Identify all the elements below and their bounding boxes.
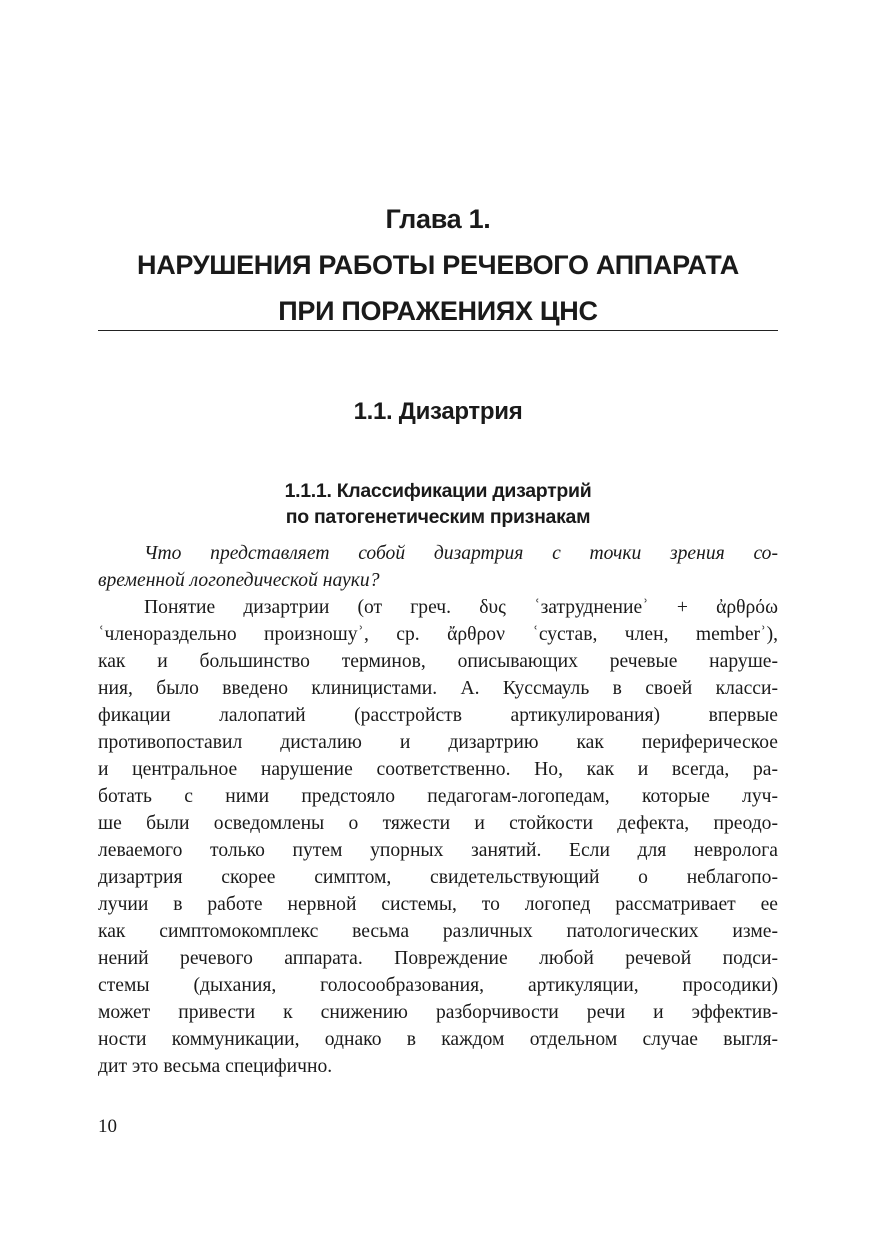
paragraph-line: Понятие дизартрии (от греч. δυς ʿзатруднениеʾ + ἀρθρόω bbox=[144, 597, 778, 618]
paragraph-line: фикации лалопатий (расстройств артикулирования) впервые bbox=[98, 705, 778, 726]
paragraph-line: как симптомокомплекс весьма различных патологических изме- bbox=[98, 921, 778, 942]
paragraph-line: может привести к снижению разборчивости речи и эффектив- bbox=[98, 1002, 778, 1023]
paragraph-line: как и большинство терминов, описывающих речевые наруше- bbox=[98, 651, 778, 672]
question-line: Что представляет собой дизартрия с точки зрения со- bbox=[144, 543, 778, 564]
paragraph-line: леваемого только путем упорных занятий. Если для невролога bbox=[98, 840, 778, 861]
chapter-title-line: НАРУШЕНИЯ РАБОТЫ РЕЧЕВОГО АППАРАТА bbox=[137, 250, 739, 280]
subsection-title bbox=[98, 478, 778, 530]
chapter-heading bbox=[98, 196, 778, 334]
paragraph-line: лучии в работе нервной системы, то логопед рассматривает ее bbox=[98, 894, 778, 915]
paragraph-line: дизартрия скорее симптом, свидетельствующий о неблагопо- bbox=[98, 867, 778, 888]
paragraph-line: ше были осведомлены о тяжести и стойкости дефекта, преодо- bbox=[98, 813, 778, 834]
paragraph-line: нений речевого аппарата. Повреждение любой речевой подси- bbox=[98, 948, 778, 969]
subsection-title-line: по патогенетическим признакам bbox=[285, 506, 591, 528]
heading-divider bbox=[98, 330, 778, 331]
page-number: 10 bbox=[98, 1116, 117, 1137]
chapter-title-line: ПРИ ПОРАЖЕНИЯХ ЦНС bbox=[278, 296, 598, 326]
question-line: временной логопедической науки? bbox=[98, 570, 380, 591]
paragraph-line: стемы (дыхания, голосообразования, артикуляции, просодики) bbox=[98, 975, 778, 996]
paragraph-line: ботать с ними предстояло педагогам-логопедам, которые луч- bbox=[98, 786, 778, 807]
paragraph-line: и центральное нарушение соответственно. Но, как и всегда, ра- bbox=[98, 759, 778, 780]
paragraph-line: ния, было введено клиницистами. А. Куссмауль в своей класси- bbox=[98, 678, 778, 699]
subsection-title-line: 1.1.1. Классификации дизартрий bbox=[284, 480, 592, 502]
section-title: 1.1. Дизартрия bbox=[353, 398, 523, 425]
paragraph-line: дит это весьма специфично. bbox=[98, 1056, 333, 1077]
body-text bbox=[98, 540, 778, 1080]
chapter-label: Глава 1. bbox=[385, 204, 491, 234]
paragraph-line: ности коммуникации, однако в каждом отдельном случае выгля- bbox=[98, 1029, 778, 1050]
paragraph-line: противопоставил дисталию и дизартрию как периферическое bbox=[98, 732, 778, 753]
paragraph-line: ʿчленораздельно произношуʾ, ср. ἄρθρον ʿсустав, член, memberʾ), bbox=[98, 624, 778, 645]
